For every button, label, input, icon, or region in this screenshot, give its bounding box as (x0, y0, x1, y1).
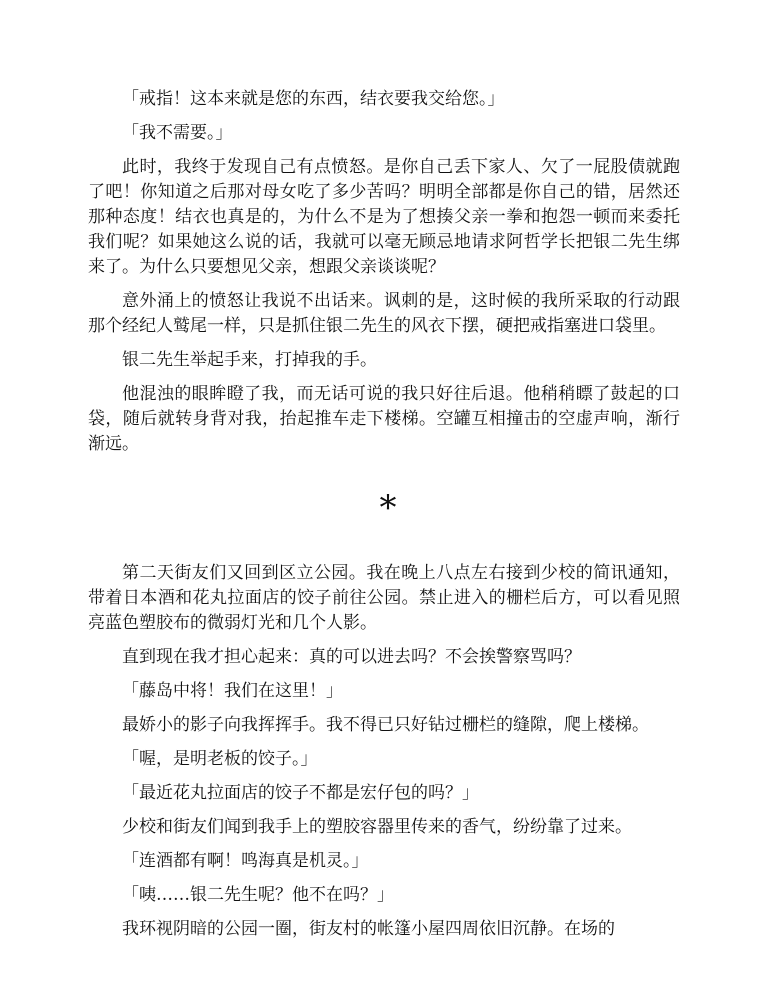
paragraph: 「我不需要。」 (122, 123, 233, 143)
paragraph: 「咦……银二先生呢？他不在吗？」 (122, 885, 394, 905)
paragraph: 「戒指！这本来就是您的东西，结衣要我交给您。」 (122, 89, 505, 109)
paragraph: 第二天街友们又回到区立公园。我在晚上八点左右接到少校的简讯通知，带着日本酒和花丸拉面店的饺子前往公园。禁止进入的栅栏后方，可以看见照亮蓝色塑胶布的微弱灯光和几个人影。 (88, 563, 680, 633)
book-page (88, 87, 680, 951)
text-section-top (88, 87, 680, 457)
paragraph: 「最近花丸拉面店的饺子不都是宏仔包的吗？」 (122, 783, 479, 803)
paragraph: 此时，我终于发现自己有点愤怒。是你自己丢下家人、欠了一屁股债就跑了吧！你知道之后那对母女吃了多少苦吗？明明全部都是你自己的错，居然还那种态度！结衣也真是的，为什么不是为了想揍父亲一拳和抱怨一顿而来委托我们呢？如果她这么说的话，我就可以毫无顾忌地请求阿哲学长把银二先生绑来了。为什么只要想见父亲，想跟父亲谈谈呢？ (88, 157, 680, 277)
paragraph: 少校和街友们闻到我手上的塑胶容器里传来的香气，纷纷靠了过来。 (122, 817, 632, 837)
paragraph: 他混浊的眼眸瞪了我，而无话可说的我只好往后退。他稍稍瞟了鼓起的口袋，随后就转身背对我，抬起推车走下楼梯。空罐互相撞击的空虚声响，渐行渐远。 (88, 384, 680, 454)
section-separator: * (379, 488, 397, 528)
paragraph: 「藤岛中将！我们在这里！」 (122, 681, 343, 701)
paragraph: 意外涌上的愤怒让我说不出话来。讽刺的是，这时候的我所采取的行动跟那个经纪人鹫尾一样，只是抓住银二先生的风衣下摆，硬把戒指塞进口袋里。 (88, 291, 680, 336)
text-section-bottom (88, 561, 680, 942)
paragraph: 「连酒都有啊！鸣海真是机灵。」 (122, 851, 369, 871)
paragraph: 我环视阴暗的公园一圈，街友村的帐篷小屋四周依旧沉静。在场的 (122, 919, 615, 939)
paragraph: 直到现在我才担心起来：真的可以进去吗？不会挨警察骂吗？ (122, 647, 581, 667)
paragraph: 「喔，是明老板的饺子。」 (122, 749, 318, 769)
paragraph: 银二先生举起手来，打掉我的手。 (122, 350, 377, 370)
paragraph: 最娇小的影子向我挥挥手。我不得已只好钻过栅栏的缝隙，爬上楼梯。 (122, 715, 649, 735)
